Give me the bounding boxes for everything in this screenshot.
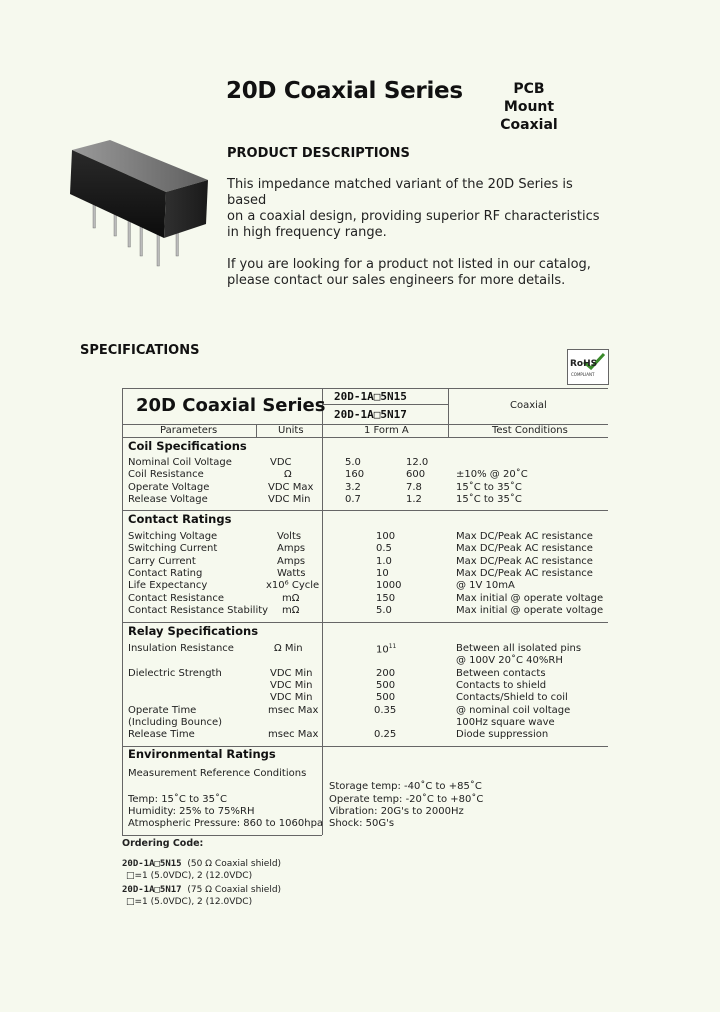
spec-value: 5.0 [376, 605, 392, 616]
param-label: Carry Current [128, 556, 196, 567]
spec-value: 200 [376, 668, 396, 679]
section-heading: Contact Ratings [128, 512, 232, 526]
param-label: Nominal Coil Voltage [128, 457, 232, 468]
table-content [122, 388, 608, 836]
spec-value: 12.0 [406, 457, 429, 468]
description-line: please contact our sales engineers for more details. [227, 273, 566, 288]
test-condition: Max DC/Peak AC resistance [456, 568, 593, 579]
ordering-part-number: 20D-1A□5N15 [122, 859, 182, 869]
spec-value: 1000 [376, 580, 402, 591]
param-label: Switching Voltage [128, 531, 218, 542]
test-condition: ±10% @ 20˚C [456, 469, 528, 480]
column-header: Parameters [160, 425, 218, 436]
param-label: Operate Time [128, 705, 197, 716]
ordering-options: □=1 (5.0VDC), 2 (12.0VDC) [126, 897, 253, 907]
param-label: Contact Rating [128, 568, 203, 579]
ordering-description: (50 Ω Coaxial shield) [187, 859, 282, 869]
test-condition: @ 1V 10mA [456, 580, 515, 591]
rohs-sub-label: COMPLIANT [571, 372, 595, 377]
model-number: 20D-1A□5N15 [334, 390, 407, 403]
description-line: If you are looking for a product not listed in our catalog, [227, 257, 591, 272]
relay-type: Coaxial [510, 400, 547, 411]
mount-type [486, 80, 572, 134]
unit-value: x10⁶ Cycle [266, 580, 320, 591]
spec-value: 0.35 [374, 705, 397, 716]
ordering-code [122, 838, 281, 908]
param-label: Contact Resistance Stability [128, 605, 269, 616]
unit-value: VDC Max [268, 482, 314, 493]
test-condition: Contacts to shield [456, 680, 547, 691]
test-condition: Between all isolated pins [456, 643, 582, 654]
unit-value: VDC Min [270, 680, 313, 691]
unit-value: Watts [277, 568, 306, 579]
test-condition: Max DC/Peak AC resistance [456, 543, 593, 554]
env-right-text: Vibration: 20G's to 2000Hz [329, 806, 464, 817]
ordering-line [122, 884, 281, 896]
env-left-text: Atmospheric Pressure: 860 to 1060hpa [128, 818, 324, 829]
test-condition: @ nominal coil voltage [456, 705, 571, 716]
column-header: 1 Form A [364, 425, 409, 436]
spec-value: 1.0 [376, 556, 392, 567]
spec-value: 10 [376, 568, 389, 579]
description-line: This impedance matched variant of the 20D Series is based [227, 177, 573, 208]
spec-value-base: 10 [376, 644, 389, 656]
env-left-text: Temp: 15˚C to 35˚C [128, 794, 228, 805]
param-label: Coil Resistance [128, 469, 204, 480]
test-condition: @ 100V 20˚C 40%RH [456, 655, 563, 666]
param-label: Release Voltage [128, 494, 208, 505]
ordering-description: (75 Ω Coaxial shield) [187, 885, 282, 895]
env-left-text: Humidity: 25% to 75%RH [128, 806, 255, 817]
spec-value: 1.2 [406, 494, 422, 505]
param-label: Release Time [128, 729, 195, 740]
mount-type-line2: Coaxial [500, 117, 558, 133]
unit-value: Ω Min [274, 643, 303, 654]
product-descriptions-heading: PRODUCT DESCRIPTIONS [227, 146, 410, 161]
env-right-text: Storage temp: -40˚C to +85˚C [329, 781, 482, 792]
rohs-label: RoHS [570, 359, 598, 369]
ordering-options: □=1 (5.0VDC), 2 (12.0VDC) [126, 871, 253, 881]
unit-value: mΩ [282, 605, 300, 616]
unit-value: Amps [277, 543, 306, 554]
description-line: in high frequency range. [227, 225, 387, 240]
spec-value-exponent: 11 [388, 643, 397, 650]
unit-value: VDC Min [268, 494, 311, 505]
param-label: Dielectric Strength [128, 668, 222, 679]
param-label: Insulation Resistance [128, 643, 234, 654]
relay-product-image [66, 138, 216, 270]
spec-value [376, 643, 396, 655]
spec-value: 600 [406, 469, 426, 480]
page-title: 20D Coaxial Series [226, 78, 463, 104]
param-label: Contact Resistance [128, 593, 224, 604]
env-right-text: Operate temp: -20˚C to +80˚C [329, 794, 484, 805]
column-header: Test Conditions [492, 425, 568, 436]
test-condition: Diode suppression [456, 729, 549, 740]
spec-value: 7.8 [406, 482, 422, 493]
test-condition: Contacts/Shield to coil [456, 692, 568, 703]
unit-value: Ω [284, 469, 292, 480]
description-line: on a coaxial design, providing superior RF characteristics [227, 209, 600, 224]
unit-value: VDC Min [270, 692, 313, 703]
unit-value: Volts [277, 531, 302, 542]
test-condition: 100Hz square wave [456, 717, 555, 728]
test-condition: Max initial @ operate voltage [456, 605, 604, 616]
param-label: Life Expectancy [128, 580, 208, 591]
unit-value: VDC [270, 457, 292, 468]
spec-value: 160 [345, 469, 365, 480]
spec-value: 500 [376, 692, 396, 703]
param-label: Switching Current [128, 543, 218, 554]
spec-value: 0.25 [374, 729, 397, 740]
section-heading: Environmental Ratings [128, 747, 276, 761]
param-label: (Including Bounce) [128, 717, 222, 728]
section-heading: Relay Specifications [128, 624, 259, 638]
mount-type-line1: PCB Mount [503, 81, 555, 115]
unit-value: VDC Min [270, 668, 313, 679]
test-condition: 15˚C to 35˚C [456, 482, 522, 493]
spec-value: 500 [376, 680, 396, 691]
spec-value: 150 [376, 593, 396, 604]
model-number: 20D-1A□5N17 [334, 408, 407, 421]
spec-value: 0.7 [345, 494, 361, 505]
ordering-code-heading: Ordering Code: [122, 838, 204, 849]
test-condition: Max DC/Peak AC resistance [456, 531, 593, 542]
column-header: Units [278, 425, 304, 436]
unit-value: Amps [277, 556, 306, 567]
spec-value: 0.5 [376, 543, 392, 554]
ordering-part-number: 20D-1A□5N17 [122, 885, 182, 895]
env-right-text: Shock: 50G's [329, 818, 395, 829]
rohs-badge [567, 349, 609, 385]
unit-value: mΩ [282, 593, 300, 604]
specifications-heading: SPECIFICATIONS [80, 343, 200, 358]
section-heading: Coil Specifications [128, 439, 247, 453]
test-condition: Max DC/Peak AC resistance [456, 556, 593, 567]
unit-value: msec Max [268, 729, 319, 740]
unit-value: msec Max [268, 705, 319, 716]
spec-value: 3.2 [345, 482, 361, 493]
spec-value: 5.0 [345, 457, 361, 468]
product-description [227, 177, 607, 305]
param-label: Operate Voltage [128, 482, 210, 493]
table-title: 20D Coaxial Series [136, 395, 326, 416]
test-condition: 15˚C to 35˚C [456, 494, 522, 505]
test-condition: Max initial @ operate voltage [456, 593, 604, 604]
env-left-text: Measurement Reference Conditions [128, 768, 307, 779]
test-condition: Between contacts [456, 668, 546, 679]
spec-value: 100 [376, 531, 396, 542]
ordering-line [122, 858, 281, 870]
